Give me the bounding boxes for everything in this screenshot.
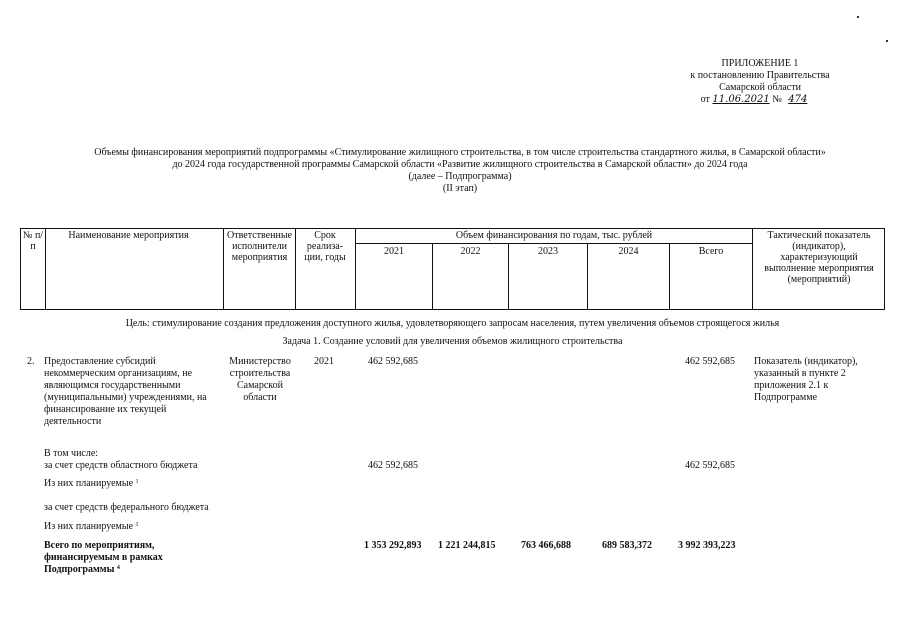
scan-speck [886, 40, 888, 42]
header-2023: 2023 [538, 246, 558, 257]
row-num: 2. [27, 356, 35, 367]
row-indicator: Показатель (индикатор), указанный в пункте 2 приложения 2.1 к Подпрограмме [754, 356, 858, 403]
date-prefix: от [700, 94, 710, 105]
header-funding: Объем финансирования по годам, тыс. рублей [455, 230, 653, 241]
row-2021: 462 592,685 [368, 356, 418, 367]
row-period: 2021 [314, 356, 334, 367]
header-total: Всего [698, 246, 724, 257]
header-2022: 2022 [460, 246, 481, 257]
annex-line2: к постановлению Правительства [690, 70, 830, 81]
annex-title: ПРИЛОЖЕНИЕ 1 [721, 58, 799, 69]
title-line2: до 2024 года государственной программы Самарской области «Развитие жилищного строительства в Самарской области» до 2024 года [172, 159, 748, 170]
title-line4: (II этап) [442, 183, 478, 194]
scan-speck [857, 16, 859, 18]
planned-label: Из них планируемые [44, 521, 134, 532]
grand-total-label: Всего по мероприятиям, финансируемым в рамках Подпрограммы [44, 540, 163, 575]
annex-date: 11.06.2021 [712, 94, 770, 105]
grand-total-2022: 1 221 244,815 [438, 540, 496, 551]
header-num: № п/п [22, 230, 44, 252]
header-2024: 2024 [618, 246, 639, 257]
federal-label: за счет средств федерального бюджета [44, 502, 209, 513]
title-line3: (далее – Подпрограмма) [408, 171, 512, 182]
annex-date-line [600, 94, 905, 106]
annex-block [600, 58, 905, 106]
planned-label: Из них планируемые [44, 478, 134, 489]
task-text: Задача 1. Создание условий для увеличения объемов жилищного строительства [282, 336, 623, 347]
header-executors: Ответственные исполнители мероприятия [227, 230, 292, 263]
grand-total-2021: 1 353 292,893 [364, 540, 422, 551]
row-executor: Министерство строительства Самарской области [229, 356, 291, 403]
grand-total-2023: 763 466,688 [521, 540, 571, 551]
row-name: Предоставление субсидий некоммерческим организациям, не являющимся государственными (муниципальными) учреждениями, на финансирование их текущей деятельности [44, 356, 207, 427]
title-line1: Объемы финансирования мероприятий подпрограммы «Стимулирование жилищного строительства, в том числе строительства стандартного жилья, в Самарской области» [94, 147, 826, 158]
grand-total-all: 3 992 393,223 [678, 540, 736, 551]
footnote-mark: 1 [135, 522, 139, 528]
planned-row-1 [44, 478, 139, 490]
grand-total-label-wrap [44, 540, 194, 576]
annex-number: 474 [788, 94, 808, 105]
document-title [40, 147, 880, 195]
header-2021: 2021 [384, 246, 404, 257]
including-label: В том числе: [44, 448, 99, 459]
footnote-mark: 1 [135, 479, 139, 485]
header-name: Наименование мероприятия [68, 230, 189, 241]
goal-text: Цель: стимулирование создания предложения доступного жилья, удовлетворяющего запросам населения, путем увеличения объемов строящегося жилья [125, 318, 780, 329]
grand-total-2024: 689 583,372 [602, 540, 652, 551]
planned-row-2 [44, 521, 139, 533]
header-indicator: Тактический показатель (индикатор), характеризующий выполнение мероприятия (мероприятий) [764, 230, 874, 285]
header-period: Срок реализа-ции, годы [304, 230, 346, 263]
annex-line3: Самарской области [719, 82, 801, 93]
footnote-mark: 4 [116, 565, 120, 571]
row-total: 462 592,685 [685, 356, 735, 367]
regional-2021: 462 592,685 [368, 460, 418, 471]
regional-total: 462 592,685 [685, 460, 735, 471]
number-prefix: № [772, 94, 782, 105]
regional-label: за счет средств областного бюджета [44, 460, 198, 471]
